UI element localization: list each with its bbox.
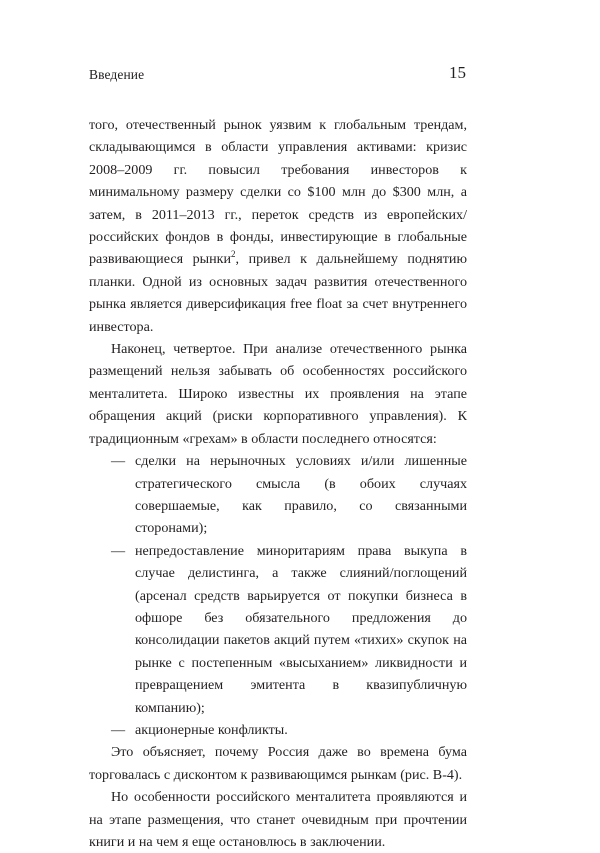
sins-list (89, 450, 467, 741)
page-number: 15 (449, 63, 466, 82)
running-head: Введение (89, 67, 145, 82)
list-item (89, 540, 467, 719)
paragraph-text: того, отечественный рынок уязвим к глобальным трендам, складывающимся в области управления активами: кризис 2008–2009 гг. повысил требования инвесторов к минимальному размеру сделки со $100 млн до $300 млн, а затем, в 2011–2013 гг., переток средств из европейских/российских фондов в фонды, инвестирующие в глобальные развивающиеся рынки (89, 117, 467, 268)
list-item-text: непредоставление миноритариям права выкупа в случае делистинга, а также слияний/поглощений (арсенал средств варьируется от покупки бизнеса в офшоре без обязательного предложения до консолидации пакетов акций путем «тихих» скупок на рынке с постепенным «высыханием» ликвидности и превращением эмитента в квазипубличную компанию); (135, 542, 467, 716)
list-item (89, 719, 467, 741)
dash-bullet: — (111, 721, 126, 738)
list-item (89, 450, 467, 540)
dash-bullet: — (111, 453, 126, 470)
paragraph: Но особенности российского менталитета проявляются и на этапе размещения, что станет очевидным при прочтении книги и на чем я еще остановлюсь в заключении. (89, 789, 467, 850)
paragraph-continued (89, 114, 467, 338)
footnote-mark[interactable]: 2 (231, 248, 236, 259)
list-item-text: акционерные конфликты. (135, 721, 288, 738)
list-item-text: сделки на нерыночных условиях и/или лишенные стратегического смысла (в обоих случаях совершаемые, как правило, со связанными сторонами); (135, 453, 467, 537)
paragraph: Это объясняет, почему Россия даже во времена бума торговалась с дисконтом к развивающимся рынкам (рис. В-4). (89, 744, 467, 783)
dash-bullet: — (111, 542, 126, 559)
paragraph-text: , привел к дальнейшему поднятию планки. Одной из основных задач развития отечественного рынка является диверсификация free float за счет внутреннего инвестора. (89, 251, 467, 335)
body-text (89, 114, 467, 853)
paragraph: Наконец, четвертое. При анализе отечественного рынка размещений нельзя забывать об особенностях российского менталитета. Широко известны их проявления на этапе обращения акций (риски корпоративного управления). К традиционным «грехам» в области последнего относятся: (89, 341, 467, 447)
